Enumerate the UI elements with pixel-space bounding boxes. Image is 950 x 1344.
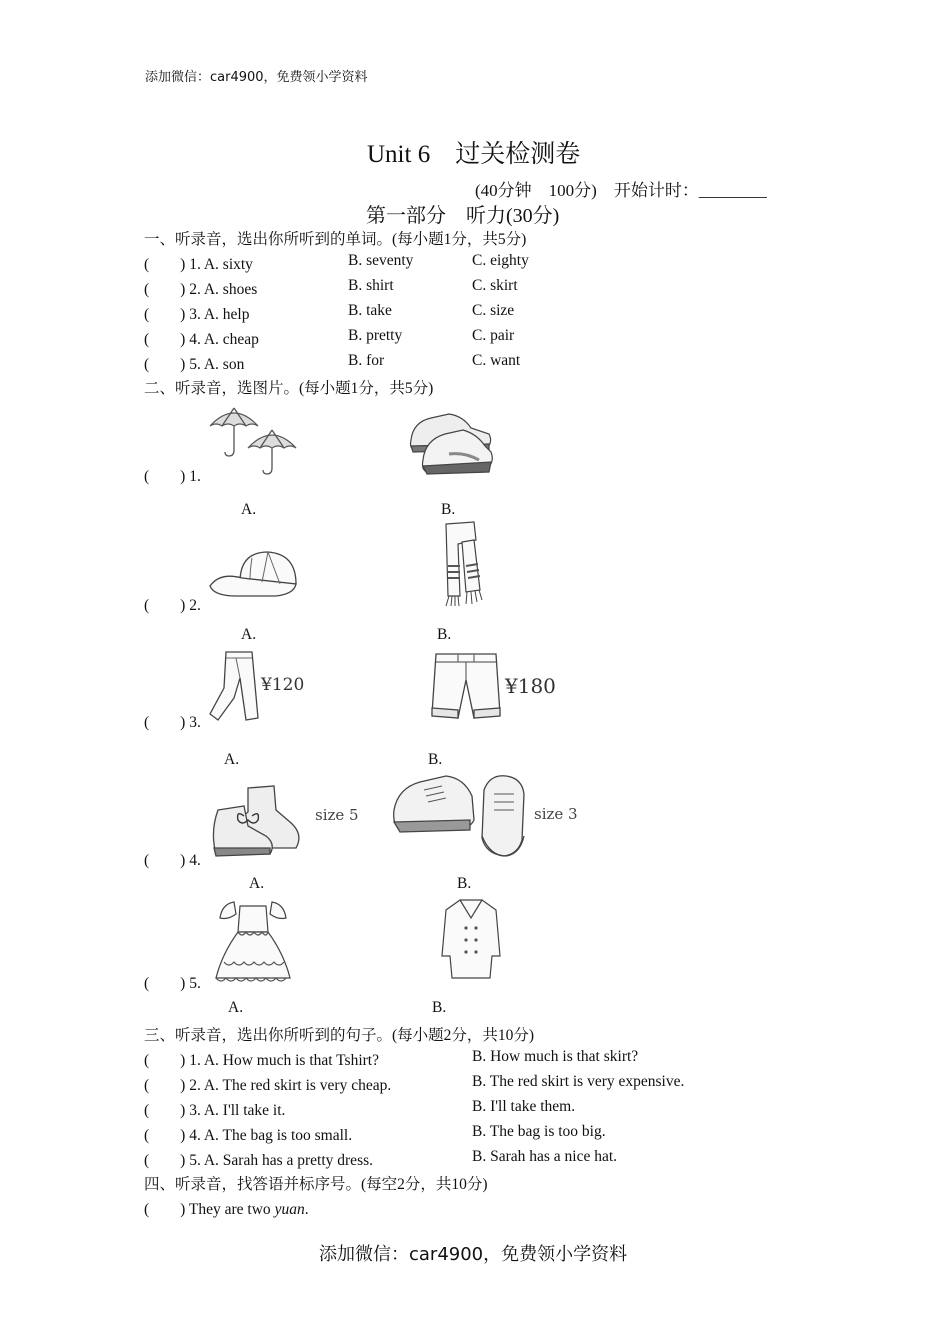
section-2-heading: 二、听录音，选图片。(每小题1分，共5分) [144,380,434,397]
sneakers-pair-picture [390,770,530,860]
option-b-label: B. [437,626,452,643]
shorts-picture [428,650,504,722]
option-b-label: B. [457,875,472,892]
option-b: B. take [348,302,392,319]
question-row: ( ) 2. A. The red skirt is very cheap. [144,1077,392,1094]
question-row: ( ) 3. [144,714,201,731]
sneakers-picture [405,404,495,476]
option-c: C. pair [472,327,515,344]
option-c: C. eighty [472,252,529,269]
answer-emphasis: yuan [274,1201,305,1218]
option-b: B. I'll take them. [472,1098,576,1115]
question-row: ( ) 1. A. How much is that Tshirt? [144,1052,379,1069]
dress-picture [212,898,294,988]
question-row: ( ) 5. [144,975,201,992]
trousers-picture [206,648,264,724]
answer-text: ( ) They are two [144,1201,275,1218]
option-b: B. shirt [348,277,394,294]
option-b: B. pretty [348,327,403,344]
question-row: ( ) 3. A. help [144,306,250,323]
option-b: B. for [348,352,385,369]
question-row [144,1197,309,1219]
option-b: B. The bag is too big. [472,1123,606,1140]
option-a-label: A. [228,999,244,1016]
question-row: ( ) 4. A. cheap [144,331,259,348]
cap-picture [206,548,300,606]
question-row: ( ) 4. [144,852,201,869]
umbrellas-picture [206,402,300,476]
price-label: ¥120 [261,675,305,695]
header-note: 添加微信：car4900，免费领小学资料 [145,70,368,85]
part-heading: 第一部分 听力(30分) [366,205,560,227]
option-b: B. Sarah has a nice hat. [472,1148,618,1165]
section-1-heading: 一、听录音，选出你所听到的单词。(每小题1分，共5分) [144,231,527,248]
question-row: ( ) 5. A. son [144,356,245,373]
question-row: ( ) 1. A. sixty [144,256,253,273]
question-row: ( ) 1. [144,468,201,485]
footer-note: 添加微信：car4900，免费领小学资料 [319,1244,628,1265]
section-4-heading: 四、听录音，找答语并标序号。(每空2分，共10分) [144,1176,488,1193]
section-3-heading: 三、听录音，选出你所听到的句子。(每小题2分，共10分) [144,1027,535,1044]
scarf-picture [422,520,492,608]
option-b: B. The red skirt is very expensive. [472,1073,685,1090]
option-a-label: A. [249,875,265,892]
question-row: ( ) 5. A. Sarah has a pretty dress. [144,1152,374,1169]
option-b: B. How much is that skirt? [472,1048,639,1065]
question-row: ( ) 4. A. The bag is too small. [144,1127,353,1144]
option-a-label: A. [241,626,257,643]
size-label: size 3 [534,805,578,823]
option-c: C. size [472,302,515,319]
subtitle: (40分钟 100分) 开始计时：________ [475,181,767,200]
option-b-label: B. [428,751,443,768]
boots-picture [208,782,312,858]
option-c: C. skirt [472,277,518,294]
size-label: size 5 [315,806,359,824]
coat-picture [438,896,504,982]
option-a-label: A. [224,751,240,768]
option-a-label: A. [241,501,257,518]
price-label: ¥180 [505,674,556,698]
option-b-label: B. [432,999,447,1016]
option-b: B. seventy [348,252,414,269]
question-row: ( ) 2. [144,597,201,614]
answer-punct: . [304,1201,309,1218]
page-title: Unit 6 过关检测卷 [367,141,581,168]
option-c: C. want [472,352,521,369]
question-row: ( ) 3. A. I'll take it. [144,1102,286,1119]
question-row: ( ) 2. A. shoes [144,281,258,298]
option-b-label: B. [441,501,456,518]
